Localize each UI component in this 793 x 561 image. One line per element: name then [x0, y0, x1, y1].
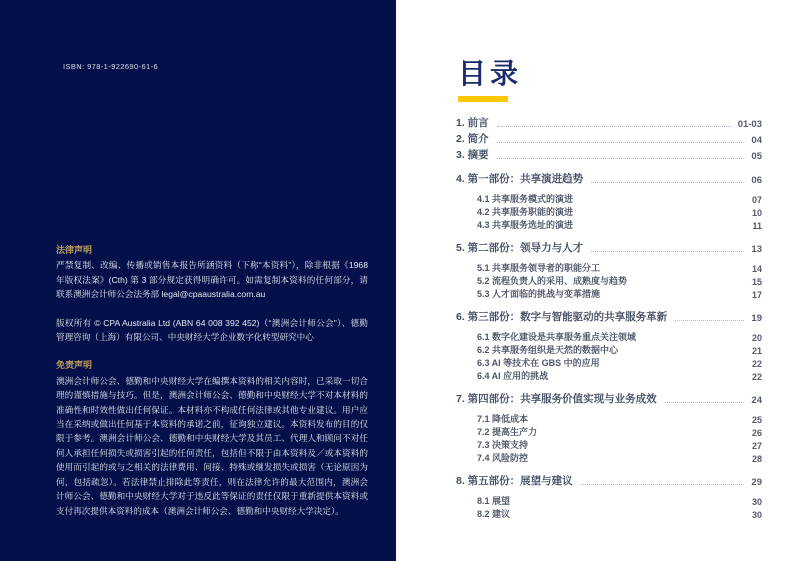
toc-entry[interactable] — [456, 239, 762, 255]
toc-entry-label: 5.2 流程负责人的采用、成熟度与趋势 — [477, 276, 628, 286]
disclaimer-heading: 免责声明 — [56, 360, 93, 371]
toc-entry-page: 27 — [751, 441, 762, 451]
toc-entry-page: 29 — [751, 477, 762, 488]
copyright-section — [56, 316, 368, 345]
dotted-leader — [665, 402, 745, 403]
toc-subentry[interactable] — [456, 412, 762, 425]
toc-list — [456, 114, 762, 520]
toc-page — [396, 0, 793, 561]
toc-subentry[interactable] — [456, 438, 762, 451]
toc-entry-label: 2. 简介 — [456, 133, 489, 145]
title-accent-bar — [458, 96, 508, 102]
toc-subentry[interactable] — [456, 274, 762, 287]
disclaimer-section — [56, 358, 368, 517]
toc-entry[interactable] — [456, 390, 762, 406]
toc-entry[interactable] — [456, 170, 762, 186]
dotted-leader — [675, 320, 744, 321]
toc-subentry[interactable] — [456, 343, 762, 356]
toc-entry-page: 07 — [751, 195, 762, 205]
dotted-leader — [497, 142, 745, 143]
isbn-text: ISBN: 978-1-922690-61-6 — [63, 62, 159, 71]
toc-entry-label: 5. 第二部份：领导力与人才 — [456, 242, 584, 254]
toc-entry-page: 15 — [751, 277, 762, 287]
toc-subentry[interactable] — [456, 451, 762, 464]
toc-entry-label: 8. 第五部份：展望与建议 — [456, 475, 573, 487]
toc-entry-page: 19 — [751, 313, 762, 324]
toc-subentry[interactable] — [456, 494, 762, 507]
toc-subentry[interactable] — [456, 369, 762, 382]
toc-subentry[interactable] — [456, 507, 762, 520]
toc-entry-page: 17 — [751, 290, 762, 300]
dotted-leader — [591, 251, 744, 252]
copyright-body: 版权所有 © CPA Australia Ltd (ABN 64 008 392 452)（“澳洲会计师公会”）、德勤管理咨询（上海）有限公司、中央财经大学企业数字化转型研究中心 — [56, 317, 368, 343]
toc-entry-label: 7. 第四部份：共享服务价值实现与业务成效 — [456, 393, 657, 405]
toc-entry-page: 14 — [751, 264, 762, 274]
toc-entry-label: 6.4 AI 应用的挑战 — [477, 371, 549, 381]
toc-entry-label: 4.3 共享服务选址的演进 — [477, 220, 574, 230]
toc-entry-label: 6. 第三部份：数字与智能驱动的共享服务革新 — [456, 311, 668, 323]
toc-entry[interactable] — [456, 146, 762, 162]
toc-entry-label: 5.3 人才面临的挑战与变革措施 — [477, 289, 601, 299]
toc-entry-page: 30 — [751, 497, 762, 507]
toc-entry-page: 06 — [751, 175, 762, 186]
toc-entry-label: 6.3 AI 等技术在 GBS 中的应用 — [477, 358, 600, 368]
toc-entry-page: 30 — [751, 510, 762, 520]
dotted-leader — [497, 126, 731, 127]
toc-entry[interactable] — [456, 308, 762, 324]
toc-entry-label: 7.4 风险防控 — [477, 453, 529, 463]
toc-entry[interactable] — [456, 114, 762, 130]
toc-subentry[interactable] — [456, 287, 762, 300]
toc-entry-label: 4.2 共享服务职能的演进 — [477, 207, 574, 217]
toc-entry-page: 21 — [751, 346, 762, 356]
toc-entry-label: 7.2 提高生产力 — [477, 427, 538, 437]
disclaimer-body: 澳洲会计师公会、德勤和中央财经大学在编撰本资料的相关内容时，已采取一切合理的谨慎措施与技巧。但是，澳洲会计师公会、德勤和中央财经大学不对本材料的准确性和时效性做出任何保证。本材料亦不构成任何法律或其他专业建议。用户应当在采纳或做出任何基于本资料的承诺之前，征询独立建议。本资料发布的目的仅限于参考。澳洲会计师公会、德勤和中央财经大学及其员工、代理人和顾问不对任何人承担任何损失或损害引起的任何责任，包括但不限于由本资料及／或本资料的使用而引起的或与之相关的法律费用、间接、特殊或继发损失或损害（无论原因为何，包括疏忽）。若法律禁止排除此等责任，则在法律允许的最大范围内，澳洲会计师公会、德勤和中央财经大学对于违反此等保证的责任仅限于重新提供本资料或支付再次提供本资料的成本（澳洲会计师公会、德勤和中央财经大学决定）。 — [56, 375, 368, 516]
toc-entry-label: 3. 摘要 — [456, 149, 489, 161]
page-title: 目录 — [458, 58, 523, 89]
toc-entry-label: 7.3 决策支持 — [477, 440, 529, 450]
toc-entry[interactable] — [456, 130, 762, 146]
toc-entry-label: 8.1 展望 — [477, 496, 511, 506]
toc-entry-label: 4.1 共享服务模式的演进 — [477, 194, 574, 204]
toc-entry-page: 11 — [752, 221, 762, 231]
toc-entry-page: 13 — [751, 244, 762, 255]
legal-notice-body: 严禁复制、改编、传播或销售本报告所涵资料（下称“本资料”），除非根据《1968年版权法案》(Cth) 第 3 部分规定获得明确许可。如需复制本资料的任何部分，请联系澳洲会计师公会法务部 legal@cpaaustralia.com.au — [56, 260, 368, 300]
toc-entry-page: 25 — [751, 415, 762, 425]
toc-subentry[interactable] — [456, 425, 762, 438]
toc-entry-label: 4. 第一部份：共享演进趋势 — [456, 173, 584, 185]
toc-entry-label: 6.2 共享服务组织是天然的数据中心 — [477, 345, 619, 355]
toc-entry-label: 5.1 共享服务领导者的职能分工 — [477, 263, 601, 273]
dotted-leader — [591, 182, 744, 183]
dotted-leader — [581, 484, 745, 485]
toc-entry[interactable] — [456, 472, 762, 488]
toc-subentry[interactable] — [456, 205, 762, 218]
toc-entry-page: 10 — [751, 208, 762, 218]
dotted-leader — [497, 158, 745, 159]
toc-entry-label: 7.1 降低成本 — [477, 414, 529, 424]
toc-entry-label: 8.2 建议 — [477, 509, 511, 519]
legal-text-block — [56, 243, 368, 532]
toc-entry-page: 05 — [751, 151, 762, 162]
legal-page — [0, 0, 396, 561]
toc-entry-label: 6.1 数字化建设是共享服务重点关注领域 — [477, 332, 637, 342]
toc-entry-page: 01-03 — [737, 119, 762, 130]
toc-entry-page: 24 — [751, 395, 762, 406]
toc-subentry[interactable] — [456, 218, 762, 231]
legal-notice-section — [56, 243, 368, 302]
legal-notice-heading: 法律声明 — [56, 245, 93, 255]
toc-entry-label: 1. 前言 — [456, 117, 489, 129]
toc-entry-page: 22 — [751, 372, 762, 382]
toc-entry-page: 28 — [751, 454, 762, 464]
toc-entry-page: 04 — [751, 135, 762, 146]
toc-subentry[interactable] — [456, 356, 762, 369]
toc-subentry[interactable] — [456, 261, 762, 274]
toc-subentry[interactable] — [456, 192, 762, 205]
toc-entry-page: 26 — [751, 428, 762, 438]
toc-subentry[interactable] — [456, 330, 762, 343]
toc-entry-page: 22 — [751, 359, 762, 369]
toc-entry-page: 20 — [751, 333, 762, 343]
